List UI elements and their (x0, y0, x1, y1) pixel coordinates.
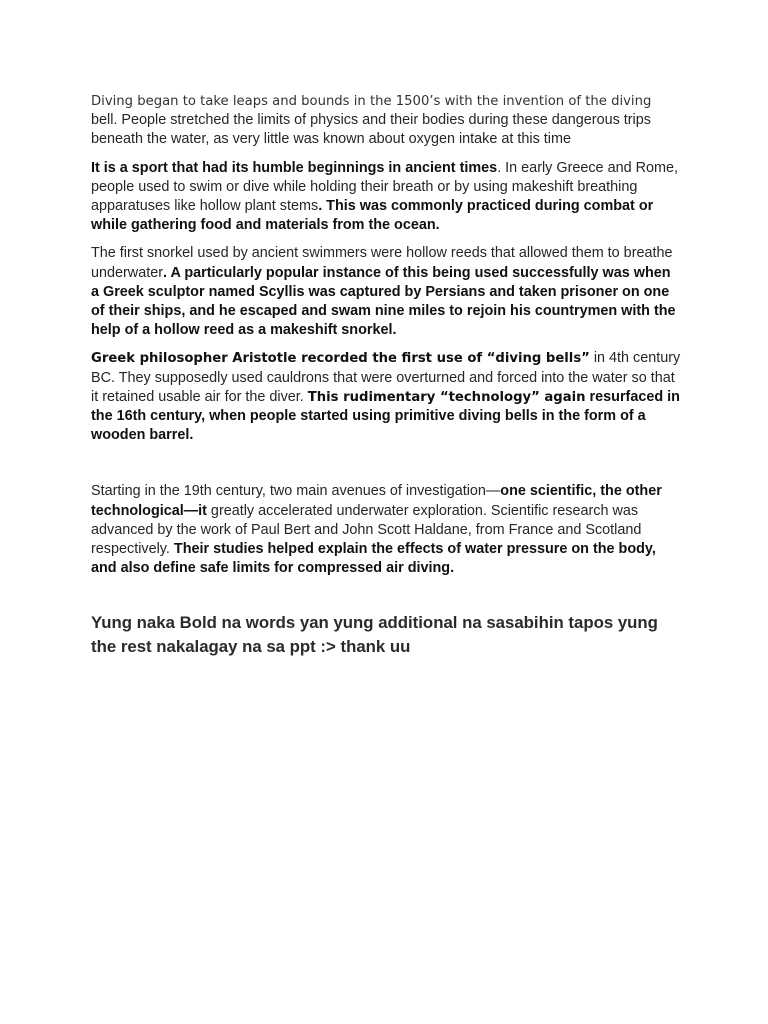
paragraph-19th-century (91, 482, 681, 578)
paragraph-text: bell. People stretched the limits of physics and their bodies during these dangerous trips beneath the water, as very little was known about oxygen intake at this time (91, 112, 651, 148)
document-body (91, 92, 681, 675)
paragraph-snorkel (91, 244, 681, 340)
bold-text: . A particularly popular instance of this being used successfully was when a Greek sculptor named Scyllis was captured by Persians and taken prisoner on one of their ships, and he escaped and swam nine miles to rejoin his countrymen with the help of a hollow reed as a makeshift snorkel. (91, 264, 676, 339)
bold-text: This rudimentary “technology” again (307, 389, 586, 405)
bold-text: resurfaced in the 16th century, when people started using primitive diving bells in the form of a wooden barrel. (91, 388, 680, 444)
bold-text: Greek philosopher Aristotle recorded the first use of “diving bells” (91, 351, 590, 367)
paragraph-aristotle (91, 349, 681, 445)
paragraph-text: The first snorkel used by ancient swimmers were hollow reeds that allowed them to breathe underwater (91, 245, 673, 281)
paragraph-text: . In early Greece and Rome, people used to swim or dive while holding their breath or by using makeshift breathing apparatuses like hollow plant stems (91, 159, 678, 215)
bold-text: Their studies helped explain the effects of water pressure on the body, and also define safe limits for compressed air diving. (91, 541, 656, 577)
paragraph-text: Starting in the 19th century, two main avenues of investigation— (91, 483, 501, 500)
paragraph-ancient-times (91, 159, 681, 236)
bold-note: Yung naka Bold na words yan yung additional na sasabihin tapos yung the rest nakalagay na sa ppt :> thank uu (91, 613, 658, 656)
paragraph-lead-text: Diving began to take leaps and bounds in the 1500’s with the invention of the diving (91, 94, 652, 109)
paragraph-diving-bell (91, 92, 681, 150)
bold-text: one scientific, the other technological—it (91, 483, 662, 519)
bold-text: It is a sport that had its humble beginnings in ancient times (91, 159, 498, 176)
paragraph-text: greatly accelerated underwater exploration. Scientific research was advanced by the work of Paul Bert and John Scott Haldane, from France and Scotland respectively. (91, 502, 642, 558)
bold-text: . This was commonly practiced during combat or while gathering food and materials from the ocean. (91, 198, 654, 234)
paragraph-text: in 4th century BC. They supposedly used cauldrons that were overturned and forced into the water so that it retained usable air for the diver. (91, 350, 681, 405)
